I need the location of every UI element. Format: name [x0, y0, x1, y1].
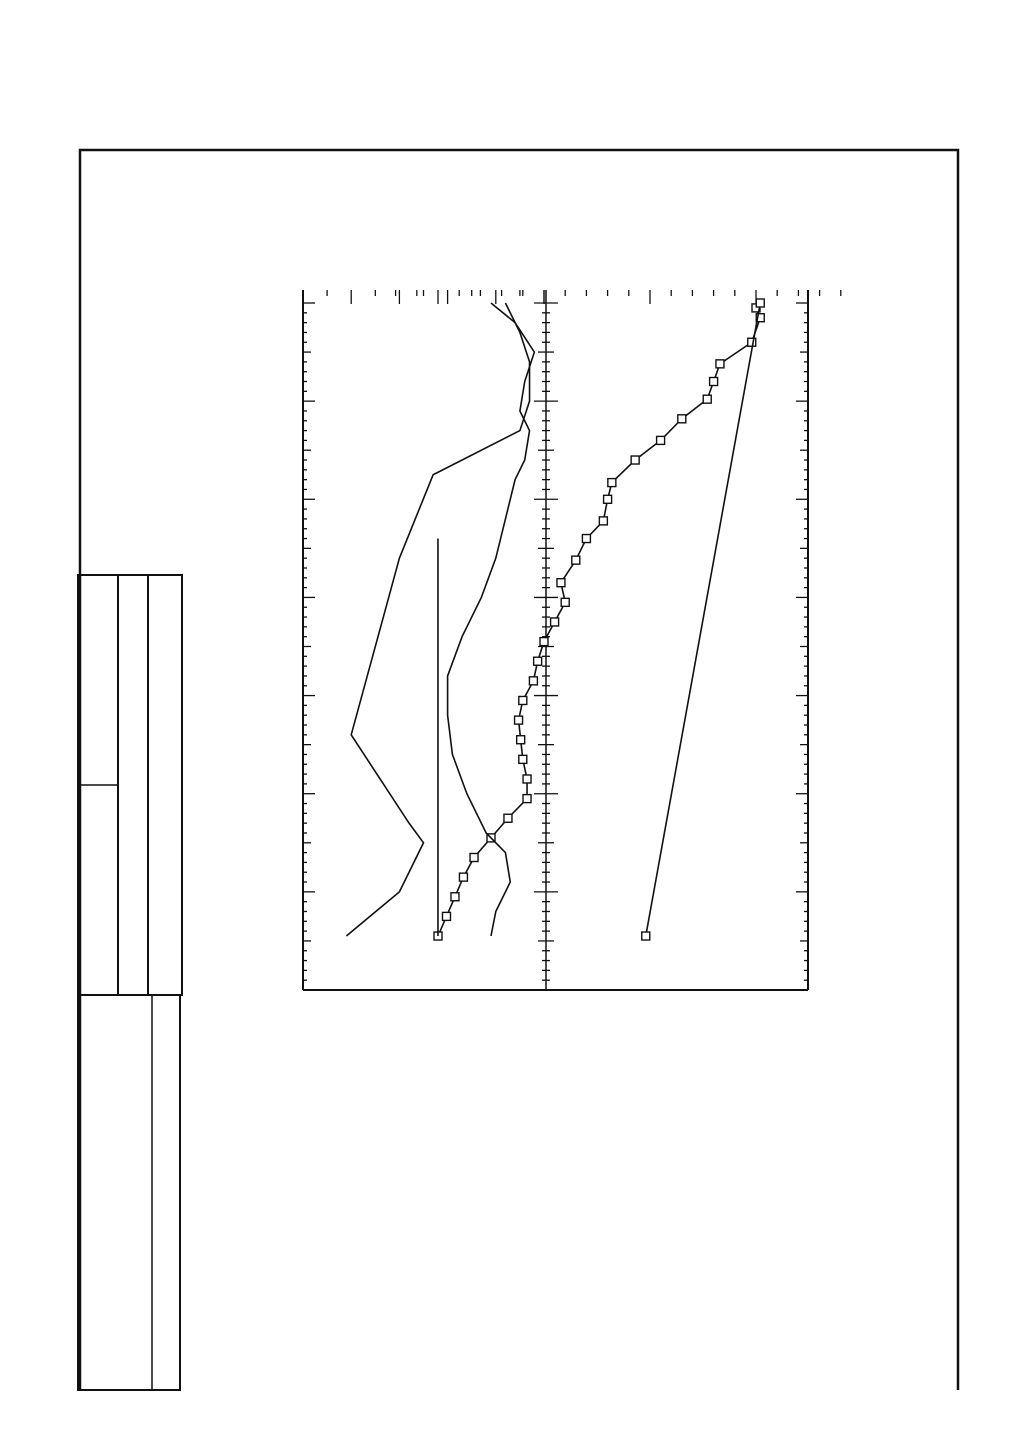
gravity-series-1-point-22	[515, 716, 523, 724]
gravity-series-1-point-18	[540, 638, 548, 646]
gravity-series-1-point-31	[451, 893, 459, 901]
gravity-series-1-point-4	[716, 360, 724, 368]
gravity-series-2-point-1	[756, 299, 764, 307]
gravity-series-1-point-20	[529, 677, 537, 685]
gravity-series-1-point-10	[608, 479, 616, 487]
gravity-series-1-point-13	[582, 535, 590, 543]
gravity-series-1-point-27	[504, 814, 512, 822]
gravity-series-1-point-30	[459, 873, 467, 881]
gravity-series-1-point-17	[551, 618, 559, 626]
gravity-series-1-point-24	[519, 755, 527, 763]
axis-ticks	[303, 290, 841, 990]
gravity-series-1-point-3	[748, 338, 756, 346]
gravity-series-1-point-14	[572, 556, 580, 564]
gravity-series-1-point-21	[519, 696, 527, 704]
gravity-series-1-point-5	[710, 378, 718, 386]
gravity-series-1-point-32	[442, 912, 450, 920]
gravity-series-1-point-15	[557, 579, 565, 587]
gravity-series-1-point-7	[678, 415, 686, 423]
title-block	[78, 575, 182, 1390]
gravity-series-1-point-26	[523, 795, 531, 803]
page-frame	[80, 150, 958, 1390]
gravity-series-1-point-29	[470, 854, 478, 862]
gravity-series-1-point-19	[534, 657, 542, 665]
gravity-series-1-point-11	[604, 495, 612, 503]
gravity-series-1-point-25	[523, 775, 531, 783]
gravity-series-2-point-2	[642, 932, 650, 940]
gravity-series-1-point-16	[561, 598, 569, 606]
chart-series-layer	[346, 299, 764, 940]
gravity-series-1-point-6	[703, 395, 711, 403]
gravity-series-1-point-12	[599, 517, 607, 525]
gravity-series-1-point-8	[657, 436, 665, 444]
gravity-series-1-point-9	[631, 456, 639, 464]
gravity-series-1-point-23	[517, 736, 525, 744]
